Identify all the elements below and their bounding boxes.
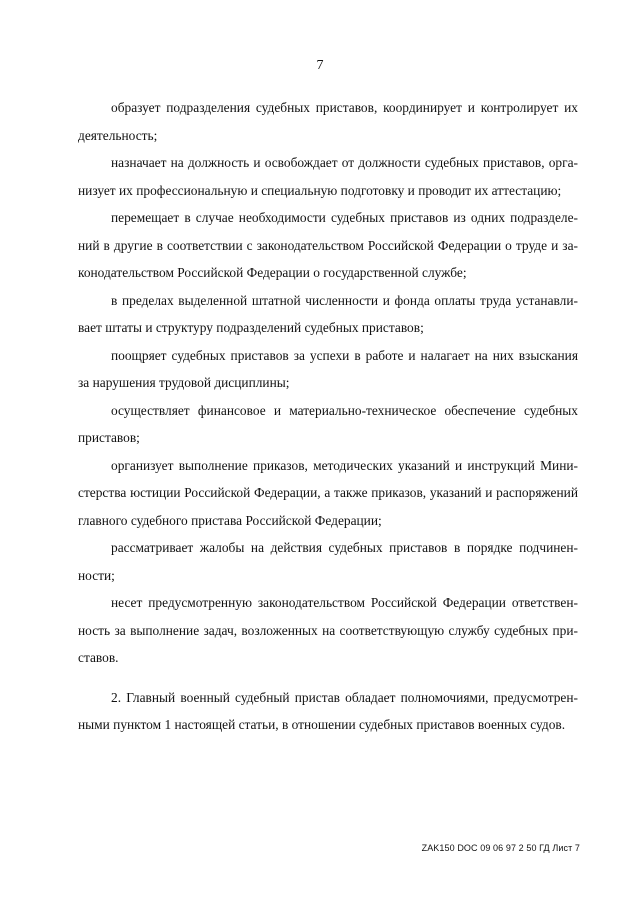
paragraph (78, 589, 578, 672)
paragraph (78, 204, 578, 287)
paragraph (78, 684, 578, 739)
text-line: вает штаты и структуру подразделений судебных приставов; (78, 320, 424, 335)
text-line: ставов. (78, 650, 119, 665)
text-line: конодательством Российской Федерации о государственной службе; (78, 265, 467, 280)
text-line: стерства юстиции Российской Федерации, а также приказов, указаний и распоряжений (78, 485, 578, 500)
text-line: ний в другие в соответствии с законодательством Российской Федерации о труде и за- (78, 237, 578, 253)
text-line: перемещает в случае необходимости судебных приставов из одних подразделе- (111, 210, 578, 225)
text-line: приставов; (78, 430, 140, 445)
text-line: ными пунктом 1 настоящей статьи, в отношении судебных приставов военных судов. (78, 717, 566, 732)
text-line: деятельность; (78, 127, 158, 143)
text-line: низует их профессиональную и специальную подготовку и проводит их аттестацию; (78, 182, 562, 198)
paragraph (78, 94, 578, 149)
paragraph (78, 149, 578, 204)
text-line: образует подразделения судебных приставов, координирует и контролирует их (111, 100, 578, 115)
page-number: 7 (316, 58, 324, 73)
text-line: за нарушения трудовой дисциплины; (78, 375, 290, 390)
text-line: ности; (78, 567, 115, 583)
text-line: в пределах выделенной штатной численности и фонда оплаты труда устанавли- (111, 292, 578, 308)
text-line: осуществляет финансовое и материально-техническое обеспечение судебных (111, 402, 578, 418)
text-line: 2. Главный военный судебный пристав обладает полномочиями, предусмотрен- (111, 689, 578, 705)
paragraph (78, 452, 578, 535)
document-body (78, 94, 578, 739)
text-line: ность за выполнение задач, возложенных на соответствующую службу судебных при- (78, 622, 578, 638)
text-line: поощряет судебных приставов за успехи в работе и налагает на них взыскания (111, 347, 578, 363)
text-line: несет предусмотренную законодательством Российской Федерации ответствен- (111, 595, 578, 610)
paragraph (78, 287, 578, 342)
text-line: рассматривает жалобы на действия судебных приставов в порядке подчинен- (111, 540, 578, 555)
text-line: главного судебного пристава Российской Федерации; (78, 512, 382, 528)
text-line: назначает на должность и освобождает от должности судебных приставов, орга- (111, 155, 578, 170)
document-footer: ZAK150 DOC 09 06 97 2 50 ГД Лист 7 (421, 843, 580, 853)
paragraph (78, 342, 578, 397)
text-line: организует выполнение приказов, методических указаний и инструкций Мини- (111, 457, 578, 473)
paragraph (78, 534, 578, 589)
paragraph (78, 397, 578, 452)
